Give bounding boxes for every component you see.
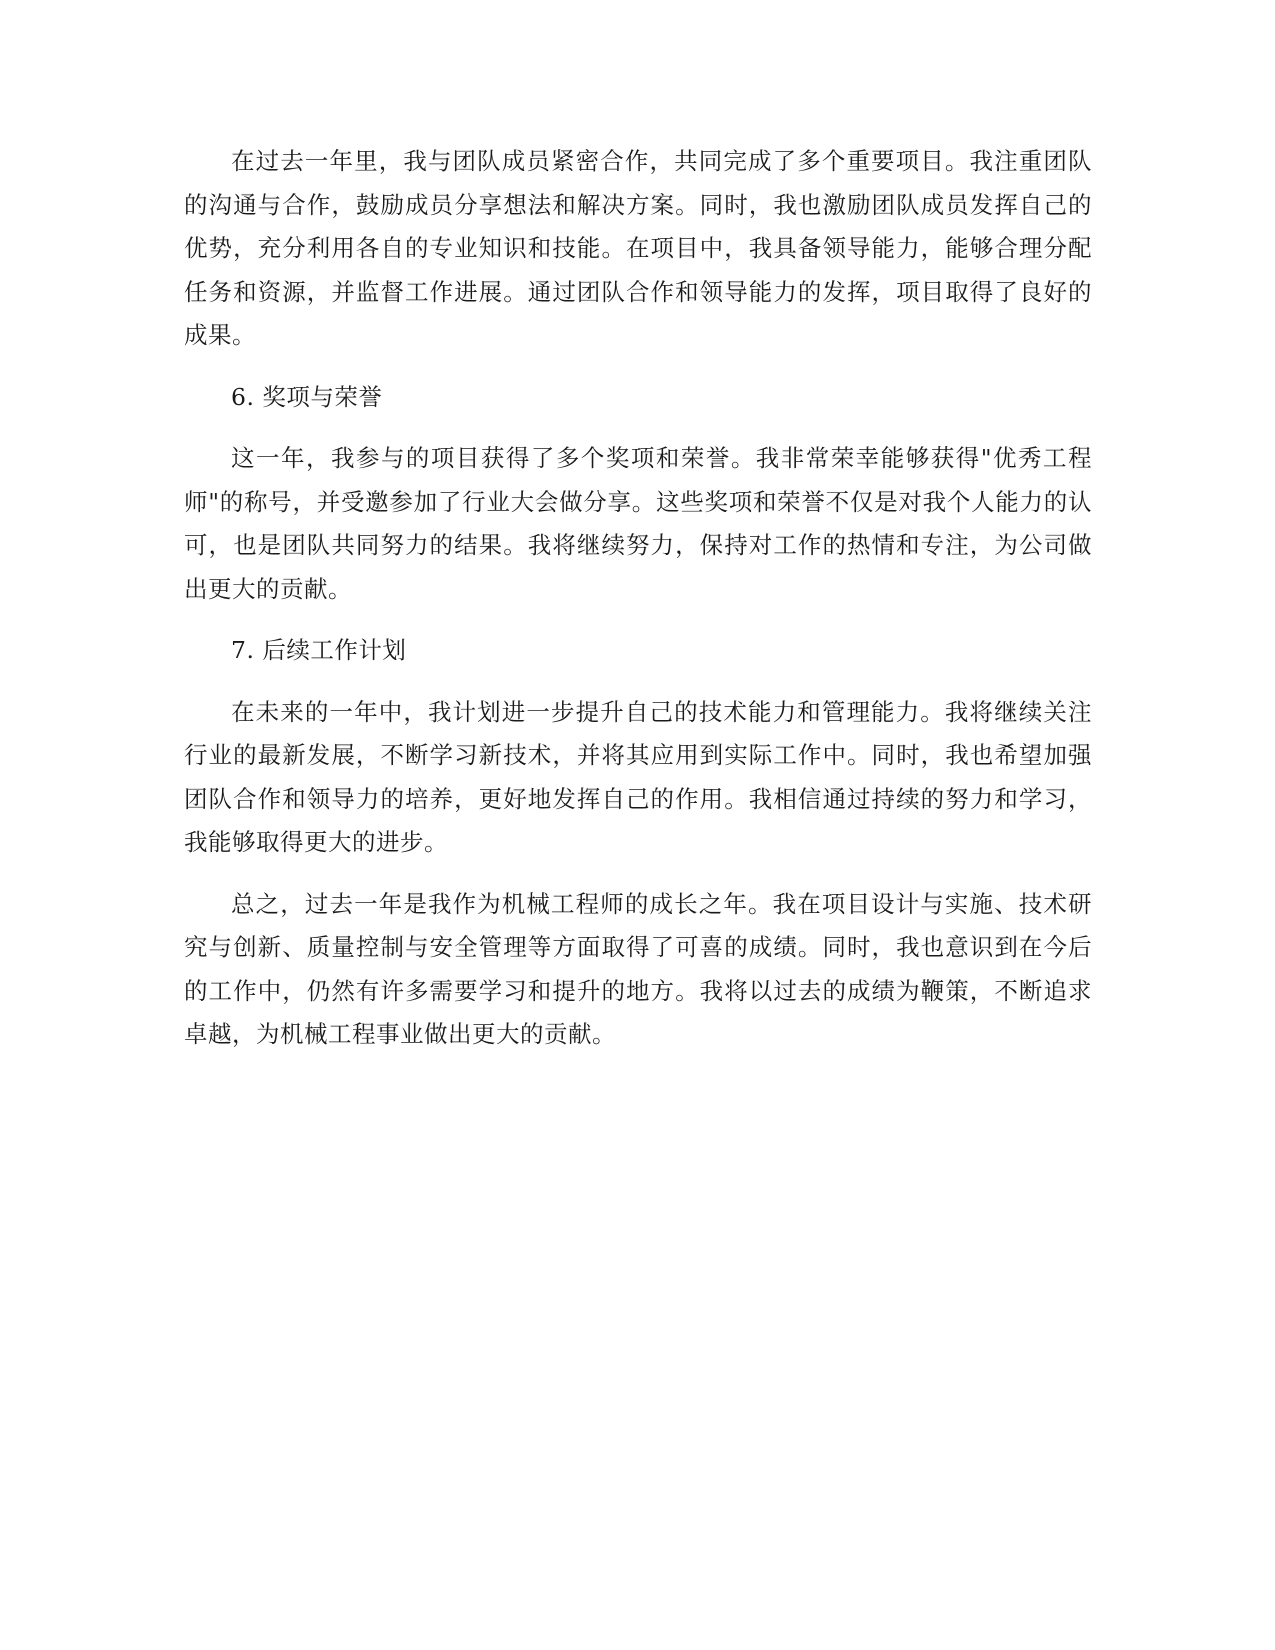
document-body: [184, 140, 1092, 1075]
section-heading-plans: 7. 后续工作计划: [231, 636, 407, 664]
paragraph-summary: 总之，过去一年是我作为机械工程师的成长之年。我在项目设计与实施、技术研究与创新、质量控制与安全管理等方面取得了可喜的成绩。同时，我也意识到在今后的工作中，仍然有许多需要学习和提升的地方。我将以过去的成绩为鞭策，不断追求卓越，为机械工程事业做出更大的贡献。: [184, 889, 1092, 1048]
section-heading-awards: 6. 奖项与荣誉: [231, 382, 383, 411]
paragraph-teamwork: 在过去一年里，我与团队成员紧密合作，共同完成了多个重要项目。我注重团队的沟通与合作，鼓励成员分享想法和解决方案。同时，我也激励团队成员发挥自己的优势，充分利用各自的专业知识和技能。在项目中，我具备领导能力，能够合理分配任务和资源，并监督工作进展。通过团队合作和领导能力的发挥，项目取得了良好的成果。: [184, 147, 1092, 349]
paragraph-awards: 这一年，我参与的项目获得了多个奖项和荣誉。我非常荣幸能够获得"优秀工程师"的称号，并受邀参加了行业大会做分享。这些奖项和荣誉不仅是对我个人能力的认可，也是团队共同努力的结果。我将继续努力，保持对工作的热情和专注，为公司做出更大的贡献。: [184, 444, 1092, 603]
paragraph-plans: 在未来的一年中，我计划进一步提升自己的技术能力和管理能力。我将继续关注行业的最新发展，不断学习新技术，并将其应用到实际工作中。同时，我也希望加强团队合作和领导力的培养，更好地发挥自己的作用。我相信通过持续的努力和学习，我能够取得更大的进步。: [184, 697, 1092, 856]
